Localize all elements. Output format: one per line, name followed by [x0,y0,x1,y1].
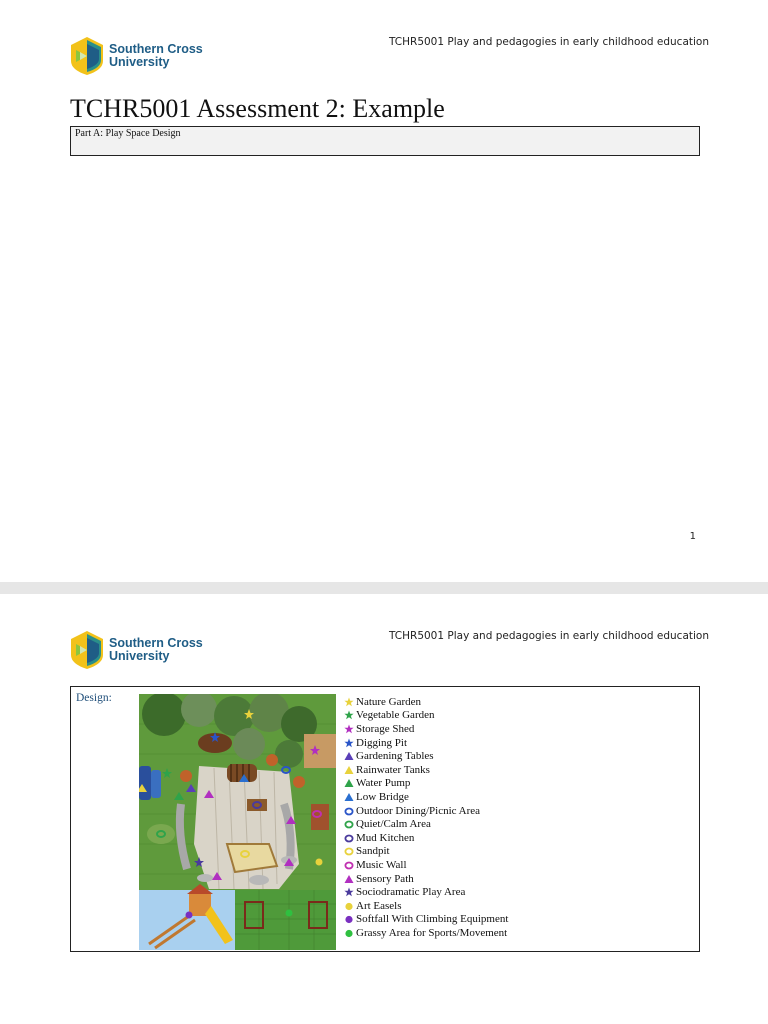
legend-item [344,872,534,886]
legend-label: Outdoor Dining/Picnic Area [356,804,481,817]
legend-item [344,736,534,750]
star-marker-icon [344,697,354,707]
legend-item [344,695,534,709]
university-logo [70,36,203,76]
triangle-marker-icon [344,874,354,884]
design-label: Design: [76,692,112,704]
triangle-marker-icon [344,751,354,761]
legend-label: Quiet/Calm Area [356,818,431,831]
university-name-line1: Southern Cross [109,42,203,56]
storage-shed-area [304,734,336,768]
design-box [70,686,700,952]
legend-item [344,899,534,913]
university-shield-icon [70,630,104,670]
star-marker-icon [344,710,354,720]
legend-item [344,831,534,845]
star-marker-icon [344,724,354,734]
legend-item [344,777,534,791]
university-name-line2: University [109,649,170,663]
legend-item [344,804,534,818]
legend-item [344,722,534,736]
legend-label: Softfall With Climbing Equipment [356,913,509,926]
sports-grass-area [235,890,336,950]
legend-item [344,817,534,831]
course-header: TCHR5001 Play and pedagogies in early childhood education [389,630,709,642]
triangle-marker-icon [344,765,354,775]
document-page-2 [0,594,768,1024]
university-shield-icon [70,36,104,76]
legend-item [344,709,534,723]
legend-item [344,763,534,777]
legend-item [344,845,534,859]
ring-marker-icon [344,819,354,829]
ring-marker-icon [344,806,354,816]
legend-label: Sociodramatic Play Area [356,886,466,899]
legend-item [344,790,534,804]
quiet-area [147,824,175,844]
legend-label: Low Bridge [356,790,409,803]
legend-label: Water Pump [356,777,411,790]
university-name-line1: Southern Cross [109,636,203,650]
legend-label: Art Easels [356,899,402,912]
legend-label: Gardening Tables [356,750,434,763]
legend-label: Nature Garden [356,695,422,708]
dot-marker-icon [344,901,354,911]
ring-marker-icon [344,846,354,856]
university-name-line2: University [109,55,170,69]
legend-item [344,913,534,927]
legend-label: Sensory Path [356,872,414,885]
legend-label: Rainwater Tanks [356,763,430,776]
rainwater-tank [139,766,151,800]
legend-label: Music Wall [356,858,407,871]
dot-marker-icon [344,914,354,924]
legend-label: Grassy Area for Sports/Movement [356,926,508,939]
play-space-plan-image [139,694,336,950]
plan-legend [344,695,534,940]
ring-marker-icon [344,833,354,843]
star-marker-icon [344,887,354,897]
document-title: TCHR5001 Assessment 2: Example [70,94,445,123]
legend-item [344,858,534,872]
dot-marker-icon [344,928,354,938]
star-marker-icon [344,738,354,748]
sandpit [227,844,277,872]
legend-label: Storage Shed [356,722,415,735]
legend-label: Digging Pit [356,736,408,749]
mud-kitchen [247,799,267,811]
picnic-table [180,770,192,782]
legend-label: Vegetable Garden [356,709,435,722]
university-logo [70,630,203,670]
ring-marker-icon [344,860,354,870]
course-header: TCHR5001 Play and pedagogies in early childhood education [389,36,709,48]
legend-item [344,885,534,899]
triangle-marker-icon [344,778,354,788]
legend-item [344,926,534,940]
triangle-marker-icon [344,792,354,802]
legend-label: Mud Kitchen [356,831,415,844]
part-a-box [70,126,700,156]
legend-label: Sandpit [356,845,390,858]
part-a-label: Part A: Play Space Design [75,128,181,139]
page-number: 1 [689,531,696,542]
legend-item [344,749,534,763]
